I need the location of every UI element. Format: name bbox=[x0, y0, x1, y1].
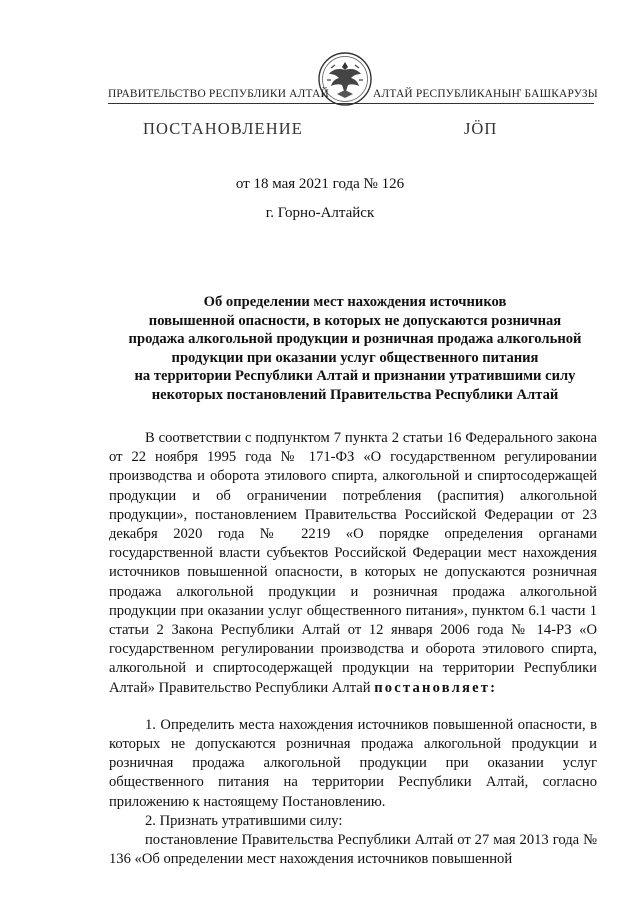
clause-paragraph: постановление Правительства Республики Алтай от 27 мая 2013 года № 136 «Об определении мест нахождения источников повышенной bbox=[109, 832, 597, 868]
government-name-russian: ПРАВИТЕЛЬСТВО РЕСПУБЛИКИ АЛТАЙ bbox=[108, 88, 329, 100]
document-type-altai: ЈӦП bbox=[464, 119, 498, 138]
document-type-russian: ПОСТАНОВЛЕНИЕ bbox=[143, 119, 303, 138]
header-divider bbox=[108, 103, 594, 104]
document-city: г. Горно-Алтайск bbox=[265, 205, 375, 221]
clause-paragraph: 1. Определить места нахождения источников повышенной опасности, в которых не допускаются розничная продажа алкогольной продукции и розничная продажа алкогольной продукции при оказании услуг общественного питания на территории Республики Алтай, согласно приложению к настоящему Постановлению. bbox=[109, 716, 597, 810]
paragraph-gap bbox=[109, 698, 597, 716]
document-body bbox=[109, 429, 597, 869]
preamble-text: В соответствии с подпунктом 7 пункта 2 статьи 16 Федерального закона от 22 ноября 1995 года № 171-ФЗ «О государственном регулировании производства и оборота этилового спирта, алкогольной и спиртосодержащей продукции и об ограничении потребления (распития) алкогольной продукции», постановлением Правительства Российской Федерации от 23 декабря 2020 года № 2219 «О порядке определения органами государственной власти субъектов Российской Федерации мест нахождения источников повышенной опасности, в которых не допускаются розничная продажа алкогольной продукции и розничная продажа алкогольной продукции при оказании услуг общественного питания», пунктом 6.1 части 1 статьи 2 Закона Республики Алтай от 12 января 2006 года № 14-РЗ «О государственном регулировании производства и оборота этилового спирта, алкогольной и спиртосодержащей продукции на территории Республики Алтай» Правительство Республики Алтай bbox=[109, 430, 597, 696]
government-name-altai: АЛТАЙ РЕСПУБЛИКАНЫҤ БАШКАРУЗЫ bbox=[373, 88, 598, 100]
decree-word: постановляет: bbox=[374, 679, 498, 696]
title-line: некоторых постановлений Правительства Республики Алтай bbox=[151, 386, 559, 403]
preamble-paragraph bbox=[109, 429, 597, 698]
title-line: повышенной опасности, в которых не допускаются розничная bbox=[148, 312, 562, 329]
title-line: продукции при оказании услуг общественного питания bbox=[171, 349, 539, 366]
document-date-number: от 18 мая 2021 года № 126 bbox=[235, 176, 405, 192]
title-line: продажа алкогольной продукции и розничная продажа алкогольной bbox=[128, 331, 582, 347]
title-line: Об определении мест нахождения источников bbox=[203, 294, 507, 310]
title-line: на территории Республики Алтай и признании утратившими силу bbox=[134, 368, 576, 384]
clause-paragraph: 2. Признать утратившими силу: bbox=[145, 812, 343, 829]
document-title bbox=[90, 293, 620, 404]
